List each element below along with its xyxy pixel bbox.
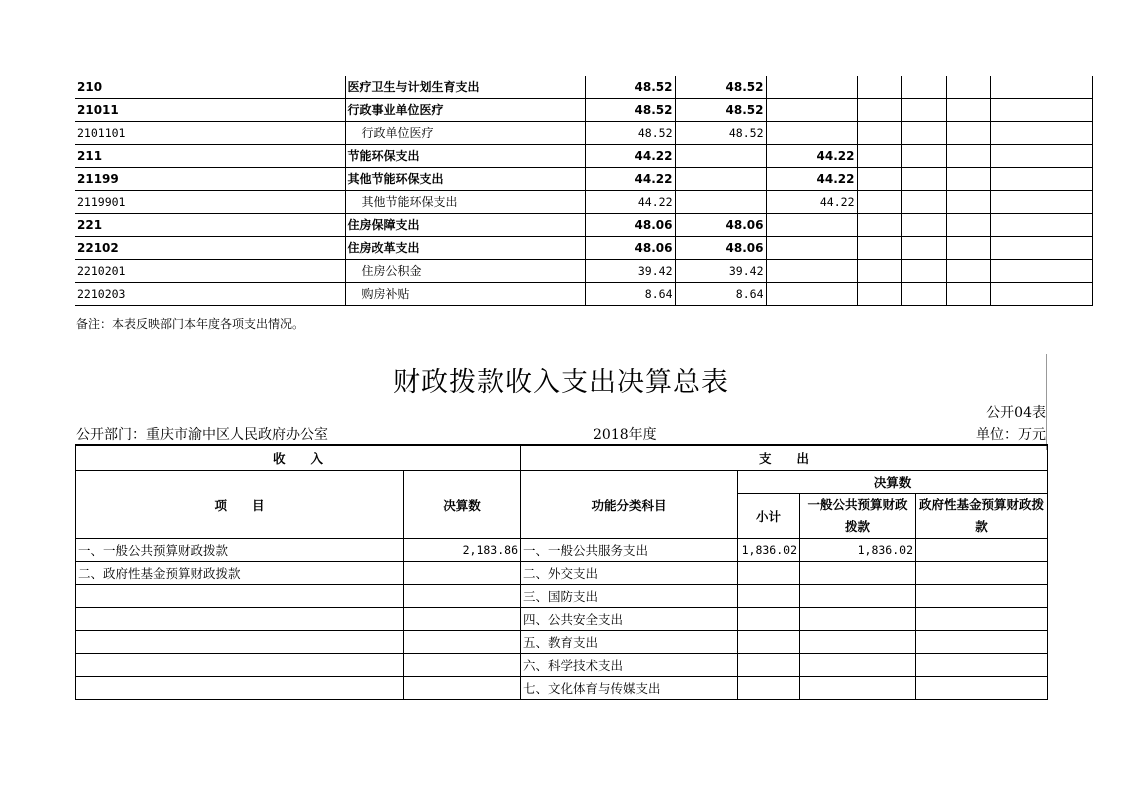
- empty-cell: [857, 237, 901, 260]
- income-amount: [404, 677, 521, 700]
- empty-cell: [990, 168, 1092, 191]
- total-amount: 48.52: [585, 76, 675, 99]
- empty-cell: [857, 283, 901, 306]
- unit-label: 单位：万元: [976, 427, 1046, 443]
- project-amount: 44.22: [766, 191, 857, 214]
- fund-budget-amount: [916, 562, 1048, 585]
- basic-amount: 48.52: [675, 122, 766, 145]
- func-category: 一、一般公共服务支出: [521, 539, 738, 562]
- account-name: 医疗卫生与计划生育支出: [345, 76, 585, 99]
- account-code: 2119901: [75, 191, 345, 214]
- general-budget-amount: [800, 585, 916, 608]
- table-row: [75, 214, 1092, 237]
- empty-cell: [901, 145, 946, 168]
- income-amount: [404, 585, 521, 608]
- year-label: 2018年度: [593, 427, 657, 443]
- empty-cell: [946, 237, 990, 260]
- empty-cell: [946, 191, 990, 214]
- account-code: 2210203: [75, 283, 345, 306]
- account-code: 22102: [75, 237, 345, 260]
- empty-cell: [857, 145, 901, 168]
- project-amount: [766, 260, 857, 283]
- basic-amount: [675, 191, 766, 214]
- basic-amount: [675, 145, 766, 168]
- table-row: [75, 122, 1092, 145]
- empty-cell: [990, 260, 1092, 283]
- empty-cell: [990, 99, 1092, 122]
- subtotal-amount: [738, 562, 800, 585]
- empty-cell: [901, 122, 946, 145]
- department-label: 公开部门：重庆市渝中区人民政府办公室: [76, 427, 328, 443]
- income-amount: [404, 631, 521, 654]
- income-item: 二、政府性基金预算财政拨款: [76, 562, 404, 585]
- account-name: 节能环保支出: [345, 145, 585, 168]
- empty-cell: [946, 122, 990, 145]
- empty-cell: [946, 76, 990, 99]
- func-header: 功能分类科目: [521, 471, 738, 539]
- total-amount: 48.06: [585, 237, 675, 260]
- fund-budget-amount: [916, 608, 1048, 631]
- account-code: 210: [75, 76, 345, 99]
- general-budget-amount: [800, 677, 916, 700]
- income-amount: [404, 608, 521, 631]
- expense-header: 支 出: [521, 445, 1048, 471]
- basic-amount: 39.42: [675, 260, 766, 283]
- project-amount: 44.22: [766, 145, 857, 168]
- empty-cell: [901, 260, 946, 283]
- empty-cell: [946, 145, 990, 168]
- empty-cell: [990, 145, 1092, 168]
- income-amount: [404, 562, 521, 585]
- fund-budget-amount: [916, 677, 1048, 700]
- income-amount: [404, 654, 521, 677]
- empty-cell: [901, 76, 946, 99]
- basic-amount: 48.06: [675, 214, 766, 237]
- empty-cell: [946, 168, 990, 191]
- project-amount: [766, 99, 857, 122]
- basic-amount: [675, 168, 766, 191]
- empty-cell: [990, 214, 1092, 237]
- fund-budget-amount: [916, 539, 1048, 562]
- final-header: 决算数: [738, 471, 1048, 494]
- account-name: 行政事业单位医疗: [345, 99, 585, 122]
- fiscal-summary-table: [75, 444, 1048, 700]
- account-name: 住房公积金: [345, 260, 585, 283]
- account-name: 行政单位医疗: [345, 122, 585, 145]
- account-code: 21199: [75, 168, 345, 191]
- income-header: 收 入: [76, 445, 521, 471]
- income-item: [76, 631, 404, 654]
- empty-cell: [857, 76, 901, 99]
- total-amount: 44.22: [585, 168, 675, 191]
- project-amount: [766, 122, 857, 145]
- table-row: [75, 283, 1092, 306]
- subtotal-amount: [738, 677, 800, 700]
- project-amount: [766, 76, 857, 99]
- table-row: [75, 168, 1092, 191]
- fund-budget-amount: [916, 585, 1048, 608]
- general-budget-header: 一般公共预算财政拨款: [800, 494, 916, 539]
- empty-cell: [990, 76, 1092, 99]
- empty-cell: [857, 168, 901, 191]
- empty-cell: [990, 122, 1092, 145]
- empty-cell: [857, 214, 901, 237]
- empty-cell: [901, 99, 946, 122]
- func-category: 六、科学技术支出: [521, 654, 738, 677]
- table-row: [75, 99, 1092, 122]
- empty-cell: [946, 99, 990, 122]
- total-amount: 48.52: [585, 99, 675, 122]
- empty-cell: [901, 237, 946, 260]
- expense-detail-table: [75, 76, 1093, 306]
- subtotal-amount: [738, 654, 800, 677]
- total-amount: 44.22: [585, 191, 675, 214]
- fund-budget-header: 政府性基金预算财政拨款: [916, 494, 1048, 539]
- account-name: 其他节能环保支出: [345, 191, 585, 214]
- table-row: [76, 631, 1048, 654]
- table-row: [76, 539, 1048, 562]
- income-item: [76, 677, 404, 700]
- table-row: [76, 677, 1048, 700]
- project-amount: [766, 237, 857, 260]
- empty-cell: [990, 191, 1092, 214]
- table-row: [75, 145, 1092, 168]
- table-row: [75, 260, 1092, 283]
- subtotal-header: 小计: [738, 494, 800, 539]
- empty-cell: [857, 260, 901, 283]
- account-name: 购房补贴: [345, 283, 585, 306]
- empty-cell: [946, 214, 990, 237]
- empty-cell: [990, 237, 1092, 260]
- subtotal-amount: [738, 631, 800, 654]
- general-budget-amount: [800, 631, 916, 654]
- account-name: 其他节能环保支出: [345, 168, 585, 191]
- func-category: 四、公共安全支出: [521, 608, 738, 631]
- table-row: [75, 191, 1092, 214]
- func-category: 二、外交支出: [521, 562, 738, 585]
- total-amount: 48.06: [585, 214, 675, 237]
- total-amount: 8.64: [585, 283, 675, 306]
- general-budget-amount: [800, 562, 916, 585]
- total-amount: 44.22: [585, 145, 675, 168]
- empty-cell: [857, 122, 901, 145]
- account-name: 住房保障支出: [345, 214, 585, 237]
- project-amount: [766, 283, 857, 306]
- form-number: 公开04表: [986, 405, 1046, 421]
- empty-cell: [857, 191, 901, 214]
- item-header: 项 目: [76, 471, 404, 539]
- account-code: 2210201: [75, 260, 345, 283]
- func-category: 七、文化体育与传媒支出: [521, 677, 738, 700]
- income-item: [76, 585, 404, 608]
- empty-cell: [857, 99, 901, 122]
- func-category: 五、教育支出: [521, 631, 738, 654]
- empty-cell: [901, 214, 946, 237]
- table-row: [76, 654, 1048, 677]
- page-title: 财政拨款收入支出决算总表: [393, 367, 729, 398]
- account-code: 211: [75, 145, 345, 168]
- table-row: [75, 76, 1092, 99]
- general-budget-amount: [800, 654, 916, 677]
- empty-cell: [990, 283, 1092, 306]
- basic-amount: 8.64: [675, 283, 766, 306]
- empty-cell: [946, 260, 990, 283]
- income-item: [76, 608, 404, 631]
- table-row: [76, 608, 1048, 631]
- empty-cell: [901, 168, 946, 191]
- account-code: 221: [75, 214, 345, 237]
- project-amount: 44.22: [766, 168, 857, 191]
- income-amount: 2,183.86: [404, 539, 521, 562]
- total-amount: 48.52: [585, 122, 675, 145]
- account-code: 2101101: [75, 122, 345, 145]
- basic-amount: 48.06: [675, 237, 766, 260]
- basic-amount: 48.52: [675, 99, 766, 122]
- fund-budget-amount: [916, 631, 1048, 654]
- account-name: 住房改革支出: [345, 237, 585, 260]
- total-amount: 39.42: [585, 260, 675, 283]
- func-category: 三、国防支出: [521, 585, 738, 608]
- fund-budget-amount: [916, 654, 1048, 677]
- income-item: [76, 654, 404, 677]
- table-row: [75, 237, 1092, 260]
- table-row: [76, 585, 1048, 608]
- income-item: 一、一般公共预算财政拨款: [76, 539, 404, 562]
- account-code: 21011: [75, 99, 345, 122]
- subtotal-amount: [738, 608, 800, 631]
- project-amount: [766, 214, 857, 237]
- general-budget-amount: 1,836.02: [800, 539, 916, 562]
- subtotal-amount: [738, 585, 800, 608]
- amount-header: 决算数: [404, 471, 521, 539]
- empty-cell: [946, 283, 990, 306]
- basic-amount: 48.52: [675, 76, 766, 99]
- table-note: 备注：本表反映部门本年度各项支出情况。: [76, 317, 305, 331]
- empty-cell: [901, 191, 946, 214]
- table-row: [76, 562, 1048, 585]
- subtotal-amount: 1,836.02: [738, 539, 800, 562]
- general-budget-amount: [800, 608, 916, 631]
- empty-cell: [901, 283, 946, 306]
